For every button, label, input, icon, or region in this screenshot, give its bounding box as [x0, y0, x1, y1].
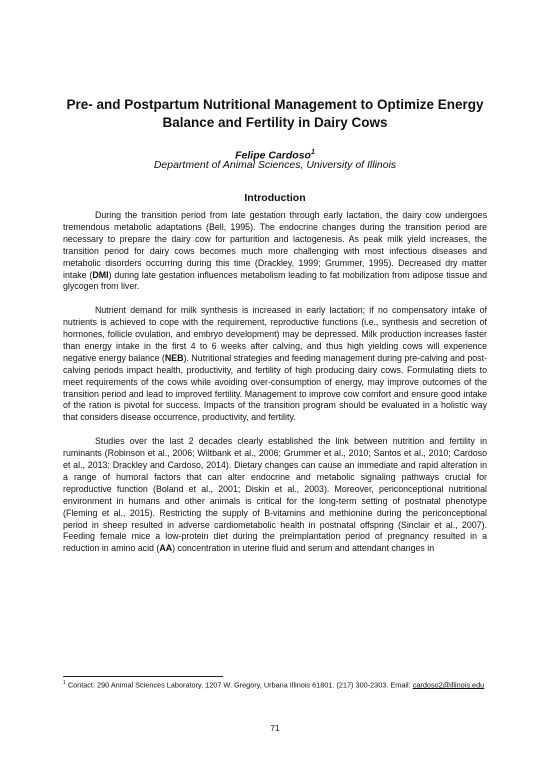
footnote-marker: 1	[63, 680, 66, 686]
footnote-contact-text: Contact: 290 Animal Sciences Laboratory, 1207 W. Gregory, Urbana Illinois 61801. (217) 300-2303. Email:	[67, 680, 413, 690]
paragraph-2-text-a: Nutrient demand for milk synthesis is increased in early lactation; if no compensatory intake of nutrients is achieved to cope with the requirement, reproductive functions (i.e., synthesis and secretion of hormones, follicle ovulation, and embryo development) may be depressed. Milk production increases faster than energy intake in the first 4 to 6 weeks after calving, and thus high yielding cows will experience negative energy balance (	[63, 305, 487, 363]
section-heading: Introduction	[244, 192, 306, 204]
paragraph-3-text-a: Studies over the last 2 decades clearly established the link between nutrition and fertility in ruminants (Robinson et al., 2006; Wiltbank et al., 2006; Grummer et al., 2010; Santos et al., 2010; Cardoso et al., 2013; Drackley and Cardoso, 2014). Dietary changes can cause an immediate and rapid alteration in a range of humoral factors that can alter endocrine and metabolic signaling pathways crucial for reproductive function (Boland et al., 2001; Diskin et al., 2003). Moreover, periconceptional nutritional environment in humans and other animals is critical for the long-term setting of postnatal phenotype (Fleming et al., 2015). Restricting the supply of B-vitamins and methionine during the periconceptional period in sheep resulted in adverse cardiometabolic health in postnatal offspring (Sinclair et al., 2007). Feeding female mice a low-protein diet during the preimplantation period of pregnancy resulted in a reduction in amino acid (	[63, 436, 487, 554]
footnote-email-link[interactable]: cardoso2@illinois.edu	[412, 680, 485, 690]
paragraph-1-text-a: During the transition period from late gestation through early lactation, the dairy cow undergoes tremendous metabolic adaptations (Bell, 1995). The endocrine changes during the transition period are necessary to prepare the dairy cow for parturition and lactogenesis. As peak milk yield increases, the transition period for dairy cows becomes much more challenging with most infectious diseases and metabolic disorders occurring during this time (Drackley, 1999; Grummer, 1995). Decreased dry matter intake (	[63, 210, 487, 280]
footnote	[63, 679, 487, 690]
abbreviation-dmi: DMI	[92, 269, 109, 280]
abbreviation-aa: AA	[159, 543, 173, 554]
paragraph-1	[63, 210, 487, 293]
paragraph-2	[63, 305, 487, 424]
paragraph-3-text-b: ) concentration in uterine fluid and serum and attendant changes in	[172, 543, 435, 554]
paragraph-3	[63, 436, 487, 555]
paragraph-1-text-b: ) during late gestation influences metabolism leading to fat mobilization from adipose tissue and glycogen from liver.	[63, 269, 487, 292]
abbreviation-neb: NEB	[164, 352, 184, 363]
paper-title: Pre- and Postpartum Nutritional Management to Optimize Energy Balance and Fertility in Dairy Cows	[66, 97, 484, 130]
author-footnote-marker: 1	[310, 149, 315, 156]
author-name: Felipe Cardoso	[235, 149, 311, 162]
page-number: 71	[270, 723, 280, 733]
paragraph-2-text-b: ). Nutritional strategies and feeding management during pre-calving and post-calving periods impact health, productivity, and fertility of high producing dairy cows. Formulating diets to meet requirements of the cows while avoiding over-consumption of energy, may improve outcomes of the transition period and lead to improved fertility. Management to improve cow comfort and ensure good intake of the ration is pivotal for success. Impacts of the transition program should be evaluated in a holistic way that considers disease occurrence, productivity, and fertility.	[63, 352, 487, 423]
footnote-divider	[63, 676, 223, 677]
body-text	[63, 210, 487, 567]
author-affiliation: Department of Animal Sciences, University of Illinois	[153, 159, 397, 171]
